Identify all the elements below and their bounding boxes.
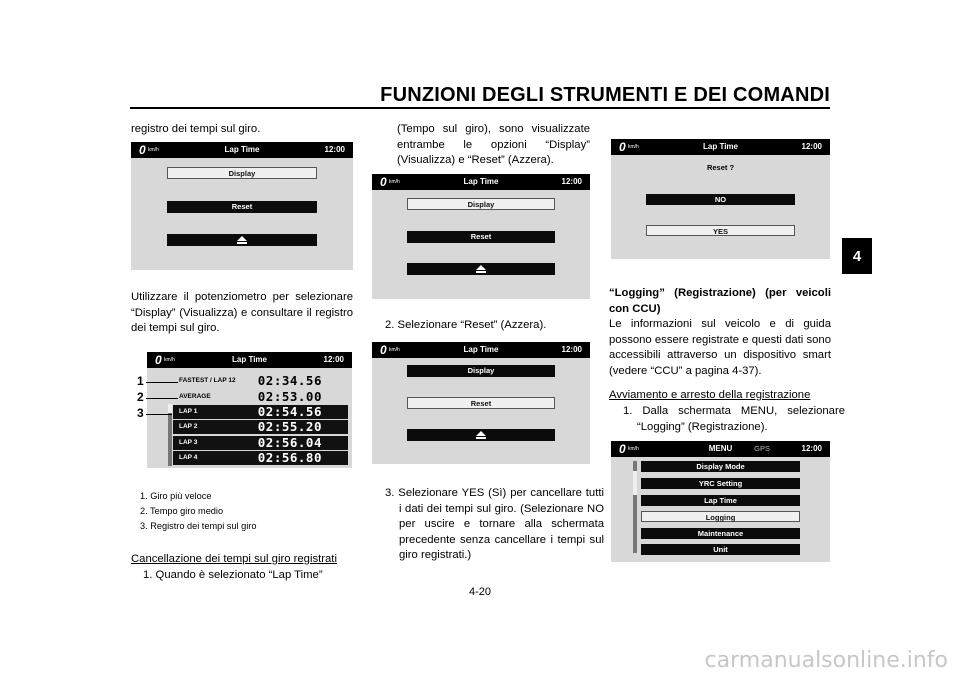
lap-row: LAP 3 02:56.04 <box>173 436 348 450</box>
screen-title: Lap Time <box>232 355 267 364</box>
step-2: 2. Selezionare “Reset” (Azzera). <box>385 319 547 331</box>
col1-intro: registro dei tempi sul giro. <box>131 123 261 135</box>
back-option <box>407 263 555 275</box>
speed-unit: km/h <box>164 357 175 363</box>
logging-paragraph: Le informazioni sul veicolo e di guida possono essere registrate e questi dati sono accessibili attraverso un dispositivo smart (vedere “CCU” a pagina 4-37). <box>609 318 831 377</box>
back-option <box>407 429 555 441</box>
col2-continuation: (Tempo sul giro), sono visualizzate entrambe le opzioni “Display” (Visualizza) e “Reset” (Azzera). <box>397 123 590 166</box>
lap-row-average: AVERAGE 02:53.00 <box>179 389 322 404</box>
callout-2: 2 <box>137 390 144 404</box>
screen-lap-menu-1 <box>131 142 353 270</box>
status-bar: 0 km/h MENU GPS 12:00 <box>611 441 830 457</box>
section-heading: Cancellazione dei tempi sul giro registrati <box>131 553 337 565</box>
figure-legend <box>140 489 355 535</box>
screen-reset-confirm <box>611 139 830 259</box>
callout-line <box>146 398 178 399</box>
gps-indicator: GPS <box>754 444 770 453</box>
step-1: 1. Quando è selezionato “Lap Time” <box>143 569 323 581</box>
chapter-tab: 4 <box>842 238 872 274</box>
no-option: NO <box>646 194 795 205</box>
screen-menu <box>611 441 830 562</box>
status-bar <box>147 352 352 368</box>
eject-icon <box>476 431 486 436</box>
scroll-bar <box>633 461 637 553</box>
callout-line <box>146 414 172 415</box>
reset-option: Reset <box>167 201 318 213</box>
clock-readout: 12:00 <box>323 355 344 364</box>
menu-item-selected: Logging <box>641 511 800 522</box>
display-option: Display <box>407 365 555 377</box>
lap-row: LAP 4 02:56.80 <box>173 451 348 465</box>
callout-line <box>146 382 178 383</box>
legend-item: 1. Giro più veloce <box>140 491 212 501</box>
lap-row-fastest: FASTEST / LAP 12 02:34.56 <box>179 373 322 388</box>
logging-step-1: 1. Dalla schermata MENU, selezionare “Logging” (Registrazione). <box>623 405 845 433</box>
menu-item: YRC Setting <box>641 478 800 489</box>
status-bar <box>131 142 353 158</box>
menu-item: Maintenance <box>641 528 800 539</box>
screen-lap-log <box>147 352 352 468</box>
back-option <box>167 234 318 246</box>
menu-item: Unit <box>641 544 800 555</box>
page-number: 4-20 <box>468 586 492 598</box>
screen-title: Lap Time <box>224 145 260 154</box>
status-bar: 0 km/h Lap Time 12:00 <box>372 342 590 358</box>
col1-instruction: Utilizzare il potenziometro per selezionare “Display” (Visualizza) e consultare il registro dei tempi sul giro. <box>131 291 353 334</box>
legend-item: 2. Tempo giro medio <box>140 506 224 517</box>
display-option: Display <box>167 167 318 179</box>
reset-option: Reset <box>407 397 555 409</box>
clock-readout: 12:00 <box>324 145 345 154</box>
footer-watermark: carmanualsonline.info <box>704 648 948 673</box>
lap-row: LAP 1 02:54.56 <box>173 405 348 419</box>
screen-lap-reset-selected <box>372 342 590 464</box>
step-3: 3. Selezionare YES (Sì) per cancellare tutti i dati dei tempi sul giro. (Selezionare NO per uscire e tornare alla schermata precedente senza cancellare i tempi sul giro registrati.) <box>385 487 604 561</box>
eject-icon <box>476 265 486 270</box>
speed-readout: 0 <box>139 143 146 157</box>
callout-3: 3 <box>137 406 144 420</box>
screen-lap-menu-2 <box>372 174 590 299</box>
eject-icon <box>237 236 247 241</box>
status-bar: 0 km/h Lap Time 12:00 <box>611 139 830 155</box>
lap-row: LAP 2 02:55.20 <box>173 420 348 434</box>
speed-readout: 0 <box>155 353 162 367</box>
page-header-title: FUNZIONI DEGLI STRUMENTI E DEI COMANDI <box>380 84 830 106</box>
yes-option: YES <box>646 225 795 236</box>
callout-1: 1 <box>137 374 144 388</box>
legend-item: 3. Registro dei tempi sul giro <box>140 521 257 532</box>
reset-question: Reset ? <box>706 163 735 172</box>
menu-item: Lap Time <box>641 495 800 506</box>
display-option: Display <box>407 198 555 210</box>
logging-heading: “Logging” (Registrazione) (per veicoli con CCU) <box>609 287 831 315</box>
speed-unit: km/h <box>148 147 159 153</box>
header-rule <box>130 107 830 109</box>
reset-option: Reset <box>407 231 555 243</box>
logging-subheading: Avviamento e arresto della registrazione <box>609 389 811 401</box>
status-bar: 0 km/h Lap Time 12:00 <box>372 174 590 190</box>
menu-item: Display Mode <box>641 461 800 472</box>
